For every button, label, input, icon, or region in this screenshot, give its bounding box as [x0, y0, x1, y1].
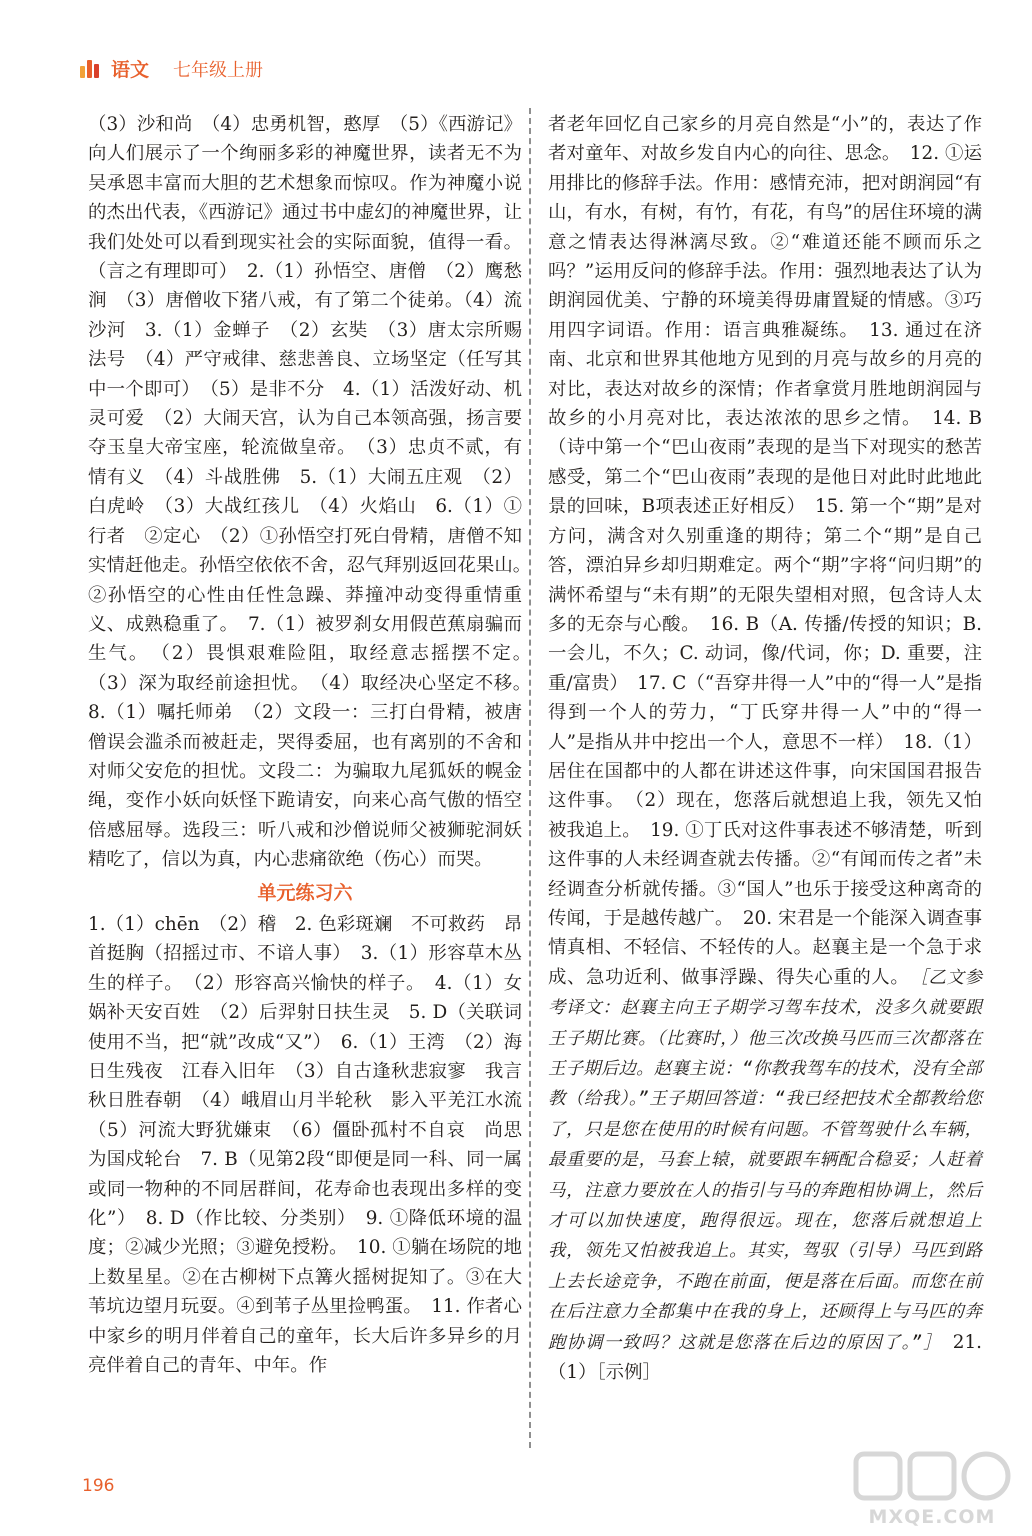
translation-text: ［乙文参考译文：赵襄主向王子期学习驾车技术，没多久就要跟王子期比赛。（比赛时，）他三次改换马匹而三次都落在王子期后边。赵襄主说：“你教我驾车的技术，没有全部教（给我）。”王子期回答道：“我已经把技术全都教给您了，只是您在使用的时候有问题。不管驾驶什么车辆，最重要的是，马套上辕，就要跟车辆配合稳妥；人赶着马，注意力要放在人的指引与马的奔跑相协调上，然后才可以加快速度，跑得很远。现在，您落后就想追上我，领先又怕被我追上。其实，驾驭（引导）马匹到路上去长途竞争，不跑在前面，便是落在后面。而您在前在后注意力全都集中在我的身上，还顾得上与马匹的奔跑协调一致吗？这就是您落在后边的原因了。”］	[548, 967, 982, 1353]
left-column	[88, 110, 541, 1380]
right-column	[548, 110, 982, 1387]
page-header	[80, 55, 263, 82]
page-number: 196	[82, 1476, 115, 1496]
section-title: 单元练习六	[257, 881, 353, 904]
header-grade: 七年级上册	[173, 59, 264, 81]
answer-text-block: 1.（1）chēn （2）稽 2. 色彩斑斓 不可救药 昂首挺胸（招摇过市、不谙人事） 3.（1）形容草木丛生的样子。 （2）形容高兴愉快的样子。 4.（1）女娲补天安百姓 （2）后羿射日扶生灵 5. D（关联词使用不当，把“就”改成“又”） 6.（1）王湾 （2）海日生残夜 江春入旧年 （3）自古逢秋悲寂寥 我言秋日胜春朝 （4）峨眉山月半轮秋 影入平羌江水流 （5）河流大野犹嫌束 （6）僵卧孤村不自哀 尚思为国戍轮台 7. B（见第2段“即便是同一科、同一属或同一物种的不同居群间，花寿命也表现出多样的变化”） 8. D（作比较、分类别） 9. ①降低环境的温度；②减少光照；③避免授粉。 10. ①躺在场院的地上数星星。②在古柳树下点篝火摇树捉知了。③在大苇坑边望月玩耍。④到苇子丛里捡鸭蛋。 11. 作者心中家乡的明月伴着自己的童年，长大后许多异乡的月亮伴着自己的青年、中年。作	[88, 913, 541, 1377]
watermark-text: MXQE.COM	[868, 1506, 996, 1528]
answer-text: 者老年回忆自己家乡的月亮自然是“小”的，表达了作者对童年、对故乡发自内心的向往、思念。 12. ①运用排比的修辞手法。作用：感情充沛，把对朗润园“有山，有水，有树，有竹，有花，有鸟”的居住环境的满意之情表达得淋漓尽致。②“难道还能不顾而乐之吗？”运用反问的修辞手法。作用：强烈地表达了认为朗润园优美、宁静的环境美得毋庸置疑的情感。③巧用四字词语。作用：语言典雅凝练。 13. 通过在济南、北京和世界其他地方见到的月亮与故乡的月亮的对比，表达对故乡的深情；作者拿赏月胜地朗润园与故乡的小月亮对比，表达浓浓的思乡之情。 14. B（诗中第一个“巴山夜雨”表现的是当下对现实的愁苦感受，第二个“巴山夜雨”表现的是他日对此时此地此景的回味，B项表述正好相反） 15. 第一个“期”是对方问，满含对久别重逢的期待；第二个“期”是自己答，漂泊异乡却归期难定。两个“期”字将“问归期”的满怀希望与“未有期”的无限失望相对照，包含诗人太多的无奈与心酸。 16. B（A. 传播/传授的知识；B. 一会儿，不久；C. 动词，像/代词，你；D. 重要，注重/富贵） 17. C（“吾穿井得一人”中的“得一人”是指得到一个人的劳力，“丁氏穿井得一人”中的“得一人”是指从井中挖出一个人，意思不一样） 18.（1）居住在国都中的人都在讲述这件事，向宋国国君报告这件事。 （2）现在，您落后就想追上我，领先又怕被我追上。 19. ①丁氏对这件事表述不够清楚，听到这件事的人未经调查就去传播。②“有闻而传之者”未经调查分析就传播。③“国人”也乐于接受这种离奇的传闻，于是越传越广。 20. 宋君是一个能深入调查事情真相、不轻信、不轻传的人。赵襄主是一个急于求成、急功近利、做事浮躁、得失心重的人。	[548, 114, 982, 988]
watermark	[852, 1448, 1012, 1528]
answer-text-block: （3）沙和尚 （4）忠勇机智，憨厚 （5）《西游记》向人们展示了一个绚丽多彩的神魔世界，读者无不为吴承恩丰富而大胆的艺术想象而惊叹。作为神魔小说的杰出代表，《西游记》通过书中虚幻的神魔世界，让我们处处可以看到现实社会的实际面貌，值得一看。（言之有理即可） 2.（1）孙悟空、唐僧 （2）鹰愁涧 （3）唐僧收下猪八戒，有了第二个徒弟。（4）流沙河 3.（1）金蝉子 （2）玄奘 （3）唐太宗所赐法号 （4）严守戒律、慈悲善良、立场坚定（任写其中一个即可） （5）是非不分 4.（1）活泼好动、机灵可爱 （2）大闹天宫，认为自己本领高强，扬言要夺玉皇大帝宝座，轮流做皇帝。 （3）忠贞不贰，有情有义 （4）斗战胜佛 5.（1）大闹五庄观 （2）白虎岭 （3）大战红孩儿 （4）火焰山 6.（1）①行者 ②定心 （2）①孙悟空打死白骨精，唐僧不知实情赶他走。孙悟空依依不舍，忍气拜别返回花果山。 ②孙悟空的心性由任性急躁、莽撞冲动变得重情重义、成熟稳重了。 7.（1）被罗刹女用假芭蕉扇骗而生气。 （2）畏惧艰难险阻，取经意志摇摆不定。 （3）深为取经前途担忧。 （4）取经决心坚定不移。 8.（1）嘱托师弟 （2）文段一：三打白骨精，被唐僧误会滥杀而被赶走，哭得委屈，也有离别的不舍和对师父安危的担忧。文段二：为骗取九尾狐妖的幌金绳，变作小妖向妖怪下跪请安，向来心高气傲的悟空倍感屈辱。选段三：听八戒和沙僧说师父被狮驼洞妖精吃了，信以为真，内心悲痛欲绝（伤心）而哭。	[88, 114, 541, 871]
header-subject: 语文	[111, 59, 150, 81]
answer-text-block	[548, 110, 982, 1387]
watermark-logo-icon	[852, 1448, 1012, 1508]
book-logo-icon	[80, 60, 99, 78]
answer-text-tail: 21.（1）［示例］	[548, 1331, 982, 1384]
column-divider	[529, 108, 531, 1448]
